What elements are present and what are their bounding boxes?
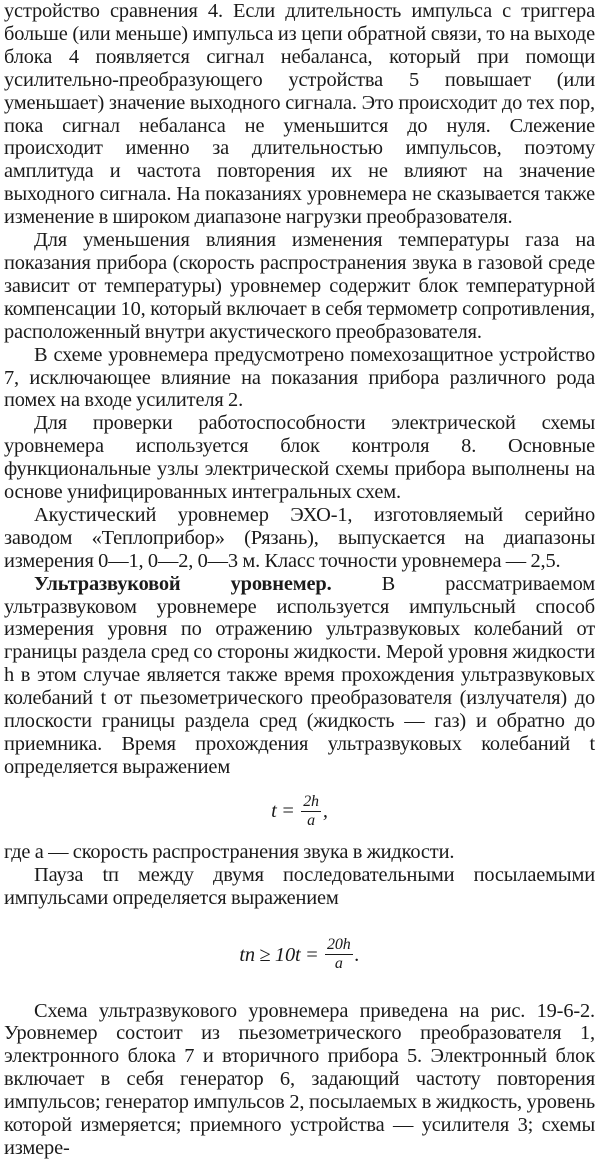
paragraph: Пауза tп между двумя последовательными посылаемыми импульсами определяется выражением [4,863,595,909]
paragraph: В схеме уровнемера предусмотрено помехозащитное устройство 7, исключающее влияние на показания прибора различного рода помех на входе усилителя 2. [4,343,595,412]
formula-numerator: 20h [327,936,351,954]
paragraph: Для уменьшения влияния изменения температуры газа на показания прибора (скорость распространения звука в газовой среде зависит от температуры) уровнемер содержит блок температурной компенсации 10, который включает в себя термометр сопротивления, расположенный внутри акустического преобразователя. [4,229,595,343]
paragraph: Акустический уровнемер ЭХО-1, изготовляемый серийно заводом «Теплоприбор» (Рязань), выпускается на диапазоны измерения 0—1, 0—2, 0—3 м. Класс точности уровнемера — 2,5. [4,503,595,572]
paragraph: Для проверки работоспособности электрической схемы уровнемера используется блок контроля 8. Основные функциональные узлы электрической схемы прибора выполнены на основе унифицированных интегральных схем. [4,412,595,504]
formula-denominator: a [334,955,343,973]
formula-time [4,779,595,841]
formula-fraction [301,793,321,830]
paragraph: где a — скорость распространения звука в жидкости. [4,840,455,863]
paragraph-text: В рассматриваемом ультразвуковом уровнемере используется импульсный способ измерения уровня по отражению ультразвуковых колебаний от границы раздела сред со стороны жидкости. Мерой уровня жидкости h в этом случае является также время прохождения ультразвуковых колебаний t от пьезометрического преобразователя (излучателя) до плоскости границы раздела сред (жидкость — газ) и обратно до приемника. Время прохождения ультразвуковых колебаний t определяется выражением [4,572,595,778]
formula-tail: . [354,943,360,966]
paragraph-ultrasonic [4,573,595,779]
formula-lhs: t = [271,800,295,823]
section-heading: Ультразвуковой уровнемер. [34,572,332,595]
formula-tail: , [322,800,328,823]
formula-denominator: a [307,811,315,829]
formula-pause [4,920,595,988]
formula-lhs: tп ≥ 10t = [239,943,319,966]
paragraph: Схема ультразвукового уровнемера приведена на рис. 19-6-2. Уровнемер состоит из пьезометрического преобразователя 1, электронного блока 7 и вторичного прибора 5. Электронный блок включает в себя генератор 6, задающий частоту повторения импульсов; генератор импульсов 2, посылаемых в жидкость, уровень которой измеряется; приемного устройства — усилителя 3; схемы измере- [4,999,595,1159]
formula-numerator: 2h [303,792,319,810]
paragraph: устройство сравнения 4. Если длительность импульса с триггера больше (или меньше) импульса из цепи обратной связи, то на выходе блока 4 появляется сигнал небаланса, который при помощи усилительно-преобразующего устройства 5 повышает (или уменьшает) значение выходного сигнала. Это происходит до тех пор, пока сигнал небаланса не уменьшится до нуля. Слежение происходит именно за длительностью импульсов, поэтому амплитуда и частота повторения их не влияют на значение выходного сигнала. На показаниях уровнемера не сказывается также изменение в широком диапазоне нагрузки преобразователя. [4,0,595,229]
formula-fraction [325,936,353,973]
